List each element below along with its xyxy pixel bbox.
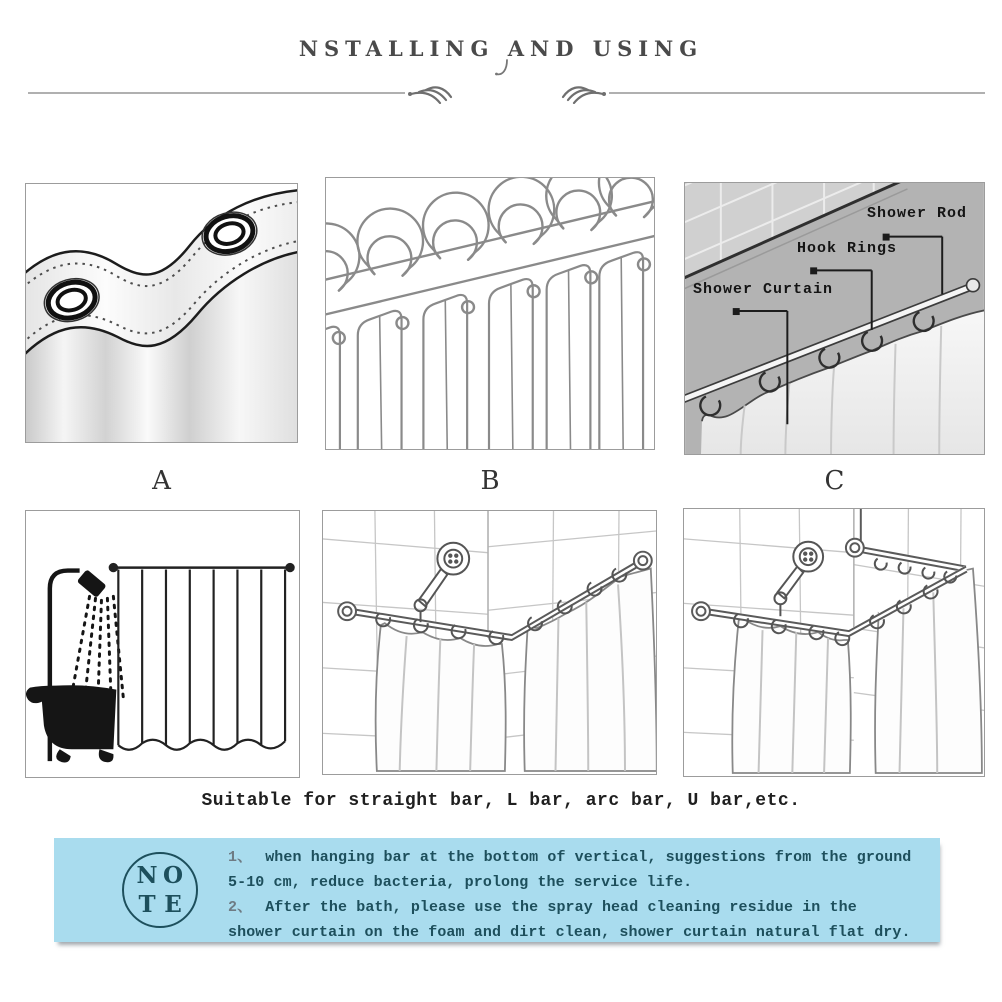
note-item-1-line-1	[228, 845, 928, 870]
panel-letter-a: A	[152, 466, 171, 496]
divider-line-right	[609, 92, 986, 94]
title-flourish-icon	[494, 58, 510, 82]
u-bar-illustration	[684, 509, 984, 776]
suitable-text: Suitable for straight bar, L bar, arc bar, U bar,etc.	[201, 791, 801, 811]
note-badge-letter: O	[162, 862, 184, 889]
shower-rod-label: Shower Rod	[867, 205, 968, 222]
hook-rings-label: Hook Rings	[797, 240, 898, 257]
panel-labeled-installation	[684, 182, 985, 455]
note-item-1-text: when hanging bar at the bottom of vertical, suggestions from the ground	[265, 849, 912, 866]
note-text	[228, 845, 928, 945]
bathtub-illustration	[26, 511, 299, 777]
swirl-ornament-right-icon	[561, 82, 607, 104]
note-band	[54, 838, 940, 942]
ornamental-divider	[28, 82, 985, 104]
note-item-1-line-2: 5-10 cm, reduce bacteria, prolong the service life.	[228, 874, 693, 891]
panel-l-bar	[322, 510, 657, 775]
panel-grommet-curtain	[25, 183, 298, 443]
note-item-2-line-2: shower curtain on the foam and dirt clean, shower curtain natural flat dry.	[228, 924, 911, 941]
bathtub-icon	[26, 685, 116, 762]
hand-shower-icon	[415, 543, 470, 622]
panel-letter-b: B	[480, 466, 500, 496]
panel-letter-c: C	[824, 466, 845, 496]
panel-straight-bar-bathtub	[25, 510, 300, 778]
swirl-ornament-left-icon	[407, 82, 453, 104]
note-badge-letter: E	[164, 891, 182, 918]
page-title: NSTALLING AND USING	[298, 36, 704, 61]
note-item-1-number: 1、	[228, 849, 253, 866]
shower-curtain-label: Shower Curtain	[693, 281, 834, 298]
panel-hook-rings	[325, 177, 655, 450]
panel-u-bar	[683, 508, 985, 777]
divider-line-left	[28, 92, 405, 94]
l-bar-illustration	[323, 511, 656, 774]
note-item-2-number: 2、	[228, 899, 253, 916]
grommet-curtain-illustration	[26, 184, 297, 442]
note-item-2-text: After the bath, please use the spray head cleaning residue in the	[265, 899, 857, 916]
shower-head-icon	[77, 569, 107, 598]
note-item-2-line-1	[228, 895, 928, 920]
installation-illustration	[685, 183, 984, 454]
hook-rings-illustration	[326, 178, 654, 449]
note-badge-letter: N	[136, 862, 158, 889]
hand-shower-icon	[774, 542, 823, 616]
note-badge-icon	[122, 852, 198, 928]
note-badge-letter: T	[138, 891, 156, 918]
